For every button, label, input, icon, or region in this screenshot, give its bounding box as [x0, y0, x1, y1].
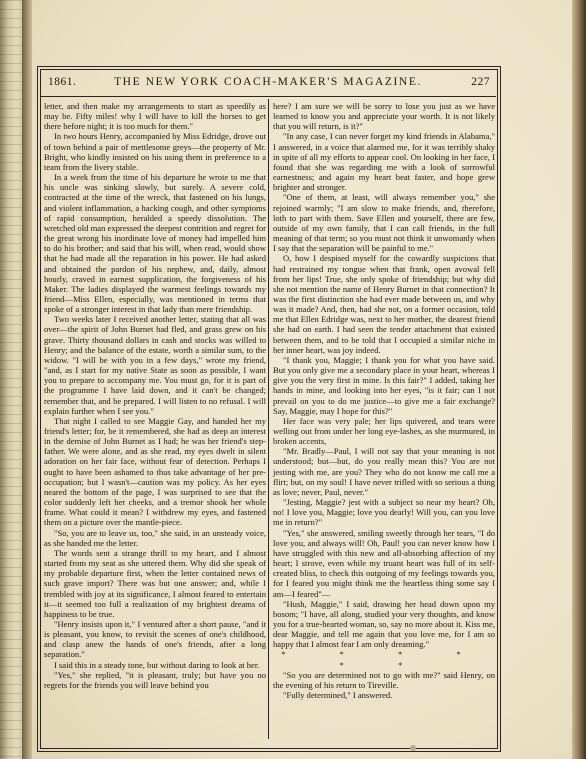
- paragraph: "I thank you, Maggie; I thank you for what you have said. But you only give me a secondary place in your heart, whereas I give you the very first in mine. Is this fair?" I added, taking her hands in mine, and looking into her eyes, "is it fair; can I not prevail on you to do me justice—to give me a fair exchange? Say, Maggie, may I hope for this?": [273, 354, 495, 416]
- page-right-edge: [572, 0, 586, 759]
- paragraph: "So, you are to leave us, too," she said, in an unsteady voice, as she handed me the letter.: [44, 527, 266, 548]
- paragraph: "So you are determined not to go with me?" said Henry, on the evening of his return to Tireville.: [273, 669, 495, 690]
- paragraph: "Hush, Maggie," I said, drawing her head down upon my bosom; "I have, all along, studied your very thoughts, and know you for a true-hearted woman, so, say no more about it. Kiss me, dear Maggie, and tell me again that you love me, for I am so happy that I almost fear I am only dreaming.": [273, 598, 495, 650]
- page-mark: [410, 745, 416, 751]
- previous-page-edge: [0, 0, 22, 759]
- book-gutter: [22, 0, 32, 759]
- page-number: 227: [471, 76, 490, 88]
- paragraph: That night I called to see Maggie Gay, and handed her my friend's letter; for, be it remembered, she had as deep an interest in the demise of John Burnet as I had; he was her friend's step-father. We were alone, and as she read, my eyes dwelt in silent adoration on her fair face, without fear of detection. Perhaps I ought to have been ashamed to thus take advantage of her pre-occupation; but I wasn't—caution was my policy. As her eyes neared the bottom of the page, I was surprised to see that the color suddenly left her cheeks, and a tremor shook her whole frame. What could it mean? I withdrew my eyes, and fastened them on a picture over the mantle-piece.: [44, 415, 266, 528]
- paragraph: Two weeks later I received another letter, stating that all was over—the spirit of John Burnet had fled, and grass grew on his grave. Thirty thousand dollars in cash and stocks was willed to Henry; and the balance of the estate, worth a similar sum, to the widow. "I will be with you in a few days," wrote my friend, "and, as I start for my native State as soon as possible, I want you to prepare to accompany me. You must go, for it is part of the programme I have laid down, and it can't be changed; remember that, and be prepared. I will listen to no refusal. I will explain further when I see you.": [44, 314, 266, 416]
- paragraph: "Fully determined," I answered.: [283, 690, 393, 701]
- paragraph: O, how I despised myself for the cowardly suspicions that had restrained my tongue when that frank, open avowal fell from her lips! True, she only spoke of friendship; but why did she not mention the name of Henry Burnet in that connection? It was the first distinction she had ever made between us, and why was it made? And, then, had she not, on a former occasion, told me that Ellen Edridge was, next to her mother, the dearest friend she had on earth. I had seen the tender attachment that existed between them, and to be told that I occupied a similar niche in her inner heart, was joy indeed.: [273, 253, 495, 355]
- paragraph: In two hours Henry, accompanied by Miss Edridge, drove out of town behind a pair of mettlesome greys—the property of Mr. Bright, who kindly insisted on his using them in preference to a team from the livery stable.: [44, 131, 266, 172]
- paragraph: letter, and then make my arrangements to start as speedily as may be. Fifty miles! why I will have to kill the horses to get there before night; it is too much for them.": [44, 101, 266, 132]
- running-header: [40, 74, 496, 92]
- paragraph: The words sent a strange thrill to my heart, and I almost started from my seat as she uttered them. Why did she speak of my probable departure first, when the letter contained news of such grave import? There was but one answer; and, while I trembled with joy at its significance, I almost feared to entertain it—it seemed too full a realization of my brightest dreams of happiness to be true.: [44, 547, 266, 619]
- paragraph: "Henry insists upon it," I ventured after a short pause, "and it is pleasant, you know, to revisit the scenes of one's childhood, and clasp anew the hands of one's friends, after a long separation.": [44, 618, 266, 660]
- header-title: THE NEW YORK COACH-MAKER'S MAGAZINE.: [114, 76, 422, 88]
- paragraph: "In any case, I can never forget my kind friends in Alabama," I answered, in a voice that alarmed me, for it was terribly shaky in spite of all my efforts to appear cool. On looking in her face, I found that she was regarding me with a look of sorrowful earnestness; and again my heart beat faster, and hope grew brighter and stronger.: [273, 131, 495, 193]
- ghost-text-lines: [0, 0, 22, 759]
- header-rule: [40, 96, 496, 97]
- paragraph: "Mr. Bradly—Paul, I will not say that your meaning is not understood; but—but, do you really mean this? You are not jesting with me, are you? They who do not know me call me a flirt; but, on my soul! I have never trifled with so serious a thing as love; never, Paul, never.": [273, 446, 495, 497]
- paragraph: In a week from the time of his departure he wrote to me that his uncle was sinking slowly, but surely. A severe cold, contracted at the time of the wreck, that fastened on his lungs, and violent inflammation, a hacking cough, and other symptoms of rapid consumption, heralded a speedy dissolution. The wretched old man expressed the deepest contrition and regret for the great wrong his inordinate love of money had impelled him to do his brother; and said that his will, when read, would show that he had made all the reparation in his power. He had asked and obtained the pardon of his nephew, and, daily, almost hourly, craved in earnest supplication, the forgiveness of his Maker. The ladies displayed the warmest feelings towards my friend—Miss Ellen, especially, was mentioned in terms that spoke of a stronger interest in that lady than mere friendship.: [44, 172, 266, 315]
- right-column: [273, 101, 495, 700]
- paragraph: I said this in a steady tone, but without daring to look at her.: [54, 659, 260, 670]
- paragraph: Her face was very pale; her lips quivered, and tears were welling out from under her long eye-lashes, as she murmured, in broken accents,: [273, 415, 495, 447]
- paragraph: "Jesting, Maggie? jest with a subject so near my heart? Oh, no! I love you, Maggie; love you dearly! Will you, can you love me in return?": [273, 497, 495, 528]
- paragraph: "Yes," she answered, smiling sweetly through her tears, "I do love you, and always will! Oh, Paul! you can never know how I have struggled with this new and all-absorbing affection of my heart; I strove, even while my truant heart was full of its self-created bliss, to check this outgoing of my feelings towards you, for I feared you might think me the heartless thing some say I am—I feared"—: [273, 527, 495, 599]
- section-break-stars: * * * * * *: [281, 649, 487, 670]
- paragraph: here? I am sure we will be sorry to lose you just as we have learned to know you and appreciate your worth. It is not likely that you will return, is it?": [273, 101, 495, 132]
- paragraph: "Yes," she replied, "it is pleasant, truly; but have you no regrets for the friends you will leave behind you: [44, 669, 266, 690]
- left-column: [44, 101, 266, 690]
- paragraph: "One of them, at least, will always remember you," she rejoined warmly; "I am slow to make friends, and, therefore, loth to part with them. Save Ellen and yourself, there are few, outside of my own family, that I can call friends, in the full meaning of that term; so you must not think it unwomanly when I say that the separation will be painful to me.": [273, 192, 495, 254]
- column-divider: [268, 99, 269, 739]
- header-year: 1861.: [48, 76, 77, 88]
